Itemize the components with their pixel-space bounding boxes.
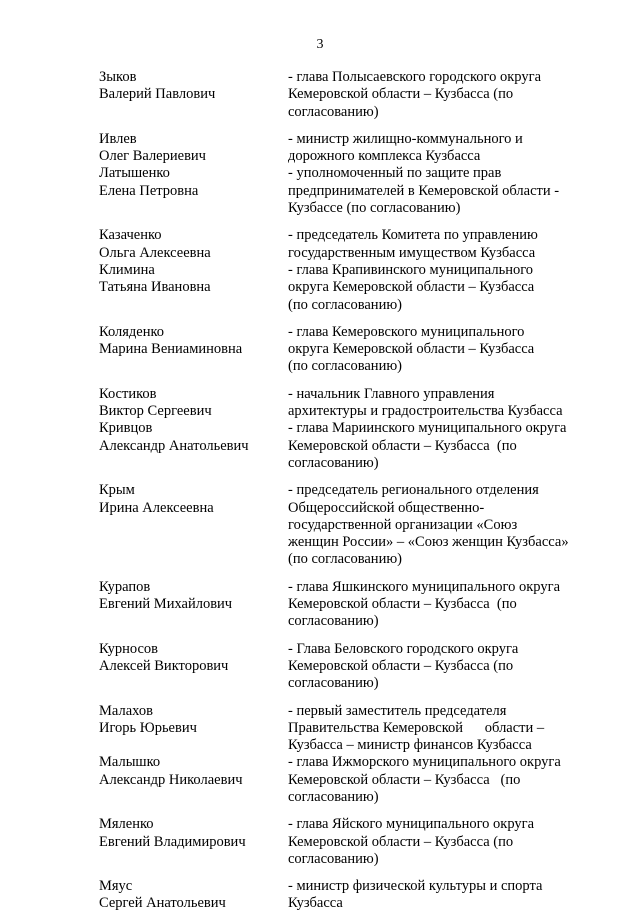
member-given-names: Олег Валериевич (99, 148, 206, 165)
member-surname: Ивлев (99, 130, 137, 147)
position-line: Кемеровской области – Кузбасса (по (288, 437, 517, 454)
member-surname: Мяленко (99, 816, 154, 833)
member-name (99, 324, 288, 376)
committee-member-list (99, 69, 599, 913)
member-name (99, 579, 288, 631)
position-line: Кемеровской области – Кузбасса (по (288, 657, 514, 674)
member-position (288, 641, 593, 693)
position-line: предпринимателей в Кемеровской области - (288, 182, 560, 199)
member-given-names: Сергей Анатольевич (99, 895, 226, 912)
member-position (288, 482, 593, 568)
member-entry (99, 482, 599, 568)
position-line: - глава Яшкинского муниципального округа (288, 578, 561, 595)
position-line: - глава Кемеровского муниципального (288, 323, 525, 340)
member-entry (99, 703, 599, 755)
member-surname: Малахов (99, 702, 153, 719)
member-surname: Курапов (99, 578, 151, 595)
position-line: - Глава Беловского городского округа (288, 640, 519, 657)
position-line: согласованию) (288, 675, 379, 692)
member-name (99, 262, 288, 314)
member-name (99, 227, 288, 262)
position-line: - министр жилищно-коммунального и (288, 130, 523, 147)
member-position (288, 262, 593, 314)
position-line: - глава Яйского муниципального округа (288, 816, 535, 833)
position-line: - глава Полысаевского городского округа (288, 69, 541, 85)
member-given-names: Валерий Павлович (99, 86, 216, 103)
member-given-names: Ольга Алексеевна (99, 244, 211, 261)
member-entry (99, 227, 599, 262)
member-surname: Крым (99, 482, 135, 499)
position-line: Кузбассе (по согласованию) (288, 200, 461, 217)
position-line: округа Кемеровской области – Кузбасса (288, 279, 535, 296)
member-position (288, 131, 593, 166)
member-position (288, 69, 593, 121)
position-line: согласованию) (288, 850, 379, 867)
member-position (288, 420, 593, 472)
position-line: согласованию) (288, 103, 379, 120)
member-surname: Костиков (99, 385, 157, 402)
position-line: Правительства Кемеровской области – (288, 719, 545, 736)
member-name (99, 703, 288, 755)
member-name (99, 482, 288, 568)
position-line: - председатель регионального отделения (288, 482, 539, 499)
member-position (288, 227, 593, 262)
member-position (288, 386, 593, 421)
position-line: - глава Мариинского муниципального округа (288, 420, 567, 437)
position-line: согласованию) (288, 454, 379, 471)
member-given-names: Игорь Юрьевич (99, 719, 197, 736)
member-name (99, 69, 288, 121)
member-name (99, 420, 288, 472)
position-line: государственной организации «Союз (288, 516, 518, 533)
position-line: государственным имуществом Кузбасса (288, 244, 536, 261)
member-entry (99, 165, 599, 217)
position-line: - начальник Главного управления (288, 385, 495, 402)
member-position (288, 816, 593, 868)
member-entry (99, 386, 599, 421)
member-given-names: Виктор Сергеевич (99, 403, 212, 420)
position-line: Кузбасса – министр финансов Кузбасса (288, 737, 532, 754)
member-entry (99, 131, 599, 166)
member-entry (99, 641, 599, 693)
member-entry (99, 579, 599, 631)
member-entry (99, 262, 599, 314)
position-line: - председатель Комитета по управлению (288, 227, 538, 244)
position-line: согласованию) (288, 788, 379, 805)
position-line: дорожного комплекса Кузбасса (288, 148, 481, 165)
member-position (288, 579, 593, 631)
member-name (99, 386, 288, 421)
position-line: Кемеровской области – Кузбасса (по (288, 771, 521, 788)
member-entry (99, 324, 599, 376)
position-line: согласованию) (288, 613, 379, 630)
member-surname: Малышко (99, 754, 161, 771)
position-line: (по согласованию) (288, 358, 402, 375)
member-given-names: Марина Вениаминовна (99, 341, 243, 358)
member-name (99, 816, 288, 868)
member-name (99, 641, 288, 693)
member-position (288, 165, 593, 217)
member-name (99, 131, 288, 166)
member-surname: Коляденко (99, 323, 165, 340)
position-line: - глава Ижморского муниципального округа (288, 754, 561, 771)
member-given-names: Александр Анатольевич (99, 437, 249, 454)
member-name (99, 878, 288, 913)
position-line: Кузбасса (288, 895, 343, 912)
member-surname: Зыков (99, 69, 137, 85)
member-surname: Латышенко (99, 165, 170, 182)
position-line: - первый заместитель председателя (288, 702, 507, 719)
member-given-names: Александр Николаевич (99, 771, 243, 788)
position-line: - глава Крапивинского муниципального (288, 261, 534, 278)
position-line: женщин России» – «Союз женщин Кузбасса» (288, 534, 569, 551)
position-line: Общероссийской общественно- (288, 499, 485, 516)
member-entry (99, 69, 599, 121)
page-number: 3 (316, 37, 324, 52)
member-given-names: Алексей Викторович (99, 657, 229, 674)
member-surname: Курносов (99, 640, 158, 657)
position-line: - уполномоченный по защите прав (288, 165, 502, 182)
member-entry (99, 420, 599, 472)
position-line: Кемеровской области – Кузбасса (по (288, 596, 517, 613)
member-given-names: Ирина Алексеевна (99, 499, 214, 516)
member-position (288, 754, 593, 806)
member-surname: Кривцов (99, 420, 153, 437)
member-surname: Мяус (99, 878, 133, 895)
member-position (288, 703, 593, 755)
member-surname: Казаченко (99, 227, 162, 244)
member-given-names: Татьяна Ивановна (99, 279, 211, 296)
member-entry (99, 816, 599, 868)
member-given-names: Евгений Владимирович (99, 833, 246, 850)
member-given-names: Евгений Михайлович (99, 596, 233, 613)
position-line: Кемеровской области – Кузбасса (по (288, 86, 514, 103)
position-line: - министр физической культуры и спорта (288, 878, 543, 895)
member-name (99, 754, 288, 806)
member-surname: Климина (99, 261, 155, 278)
position-line: (по согласованию) (288, 296, 402, 313)
member-position (288, 324, 593, 376)
position-line: (по согласованию) (288, 551, 402, 568)
member-given-names: Елена Петровна (99, 182, 199, 199)
position-line: Кемеровской области – Кузбасса (по (288, 833, 514, 850)
member-entry (99, 878, 599, 913)
position-line: округа Кемеровской области – Кузбасса (288, 341, 535, 358)
member-name (99, 165, 288, 217)
member-entry (99, 754, 599, 806)
member-position (288, 878, 593, 913)
position-line: архитектуры и градостроительства Кузбасса (288, 403, 563, 420)
